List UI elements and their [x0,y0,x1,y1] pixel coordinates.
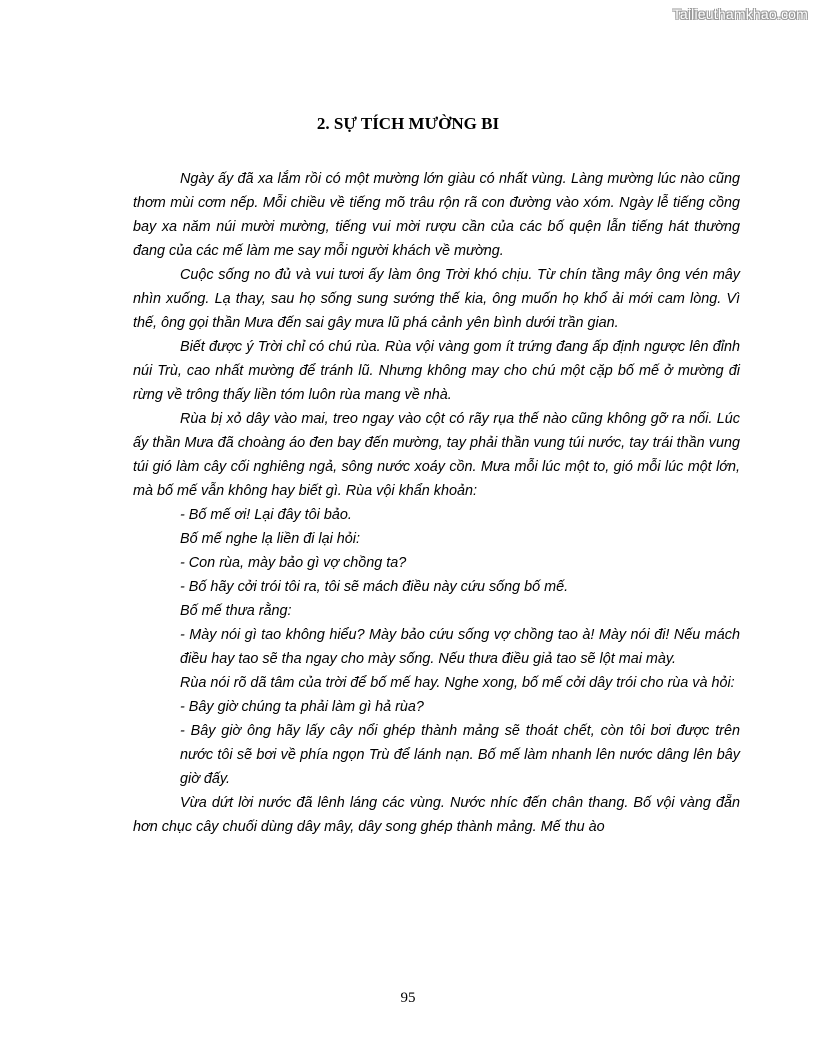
watermark-logo: Tailieuthamkhao.com [672,6,808,22]
paragraph: Cuộc sống no đủ và vui tươi ấy làm ông Trời khó chịu. Từ chín tầng mây ông vén mây nhìn xuống. Lạ thay, sau họ sống sung sướng thế kia, ông muốn họ khổ ải mới cam lòng. Vì thế, ông gọi thần Mưa đến sai gây mưa lũ phá cảnh yên bình dưới trần gian. [133,267,740,331]
paragraph: Rùa bị xỏ dây vào mai, treo ngay vào cột có rãy rụa thế nào cũng không gỡ ra nổi. Lúc ấy thần Mưa đã choàng áo đen bay đến mường, tay phải thần vung túi nước, tay trái thần vung túi gió làm cây cối nghiêng ngả, sông nước xoáy cồn. Mưa mỗi lúc một to, gió mỗi lúc một lớn, mà bố mế vẫn không hay biết gì. Rùa vội khẩn khoản: [133,411,740,499]
dialogue-line: Rùa nói rõ dã tâm của trời để bố mế hay. Nghe xong, bố mế cởi dây trói cho rùa và hỏi: [180,675,735,691]
dialogue-line: - Mày nói gì tao không hiểu? Mày bảo cứu sống vợ chồng tao à! Mày nói đi! Nếu mách điều hay tao sẽ tha ngay cho mày sống. Nếu thưa điều giả tao sẽ lột mai mày. [180,627,740,667]
page-title: 2. SỰ TÍCH MƯỜNG BI [316,114,500,133]
dialogue-line: - Bố hãy cởi trói tôi ra, tôi sẽ mách điều này cứu sống bố mế. [180,579,569,595]
dialogue-line: Bố mế nghe lạ liền đi lại hỏi: [180,531,360,547]
dialogue-line: - Con rùa, mày bảo gì vợ chồng ta? [180,555,407,571]
paragraph: Biết được ý Trời chỉ có chú rùa. Rùa vội vàng gom ít trứng đang ấp định ngược lên đỉnh núi Trù, cao nhất mường để tránh lũ. Nhưng không may cho chú một cặp bố mế ở mường đi rừng về trông thấy liền tóm luôn rùa mang về nhà. [133,339,740,403]
story-body [133,167,740,839]
dialogue-line: - Bố mế ơi! Lại đây tôi bảo. [180,507,352,523]
dialogue-line: - Bây giờ ông hãy lấy cây nổi ghép thành mảng sẽ thoát chết, còn tôi bơi được trên nước tôi sẽ bơi về phía ngọn Trù để lánh nạn. Bố mế làm nhanh lên nước dâng lên bây giờ đấy. [180,723,740,787]
paragraph: Vừa dứt lời nước đã lênh láng các vùng. Nước nhíc đến chân thang. Bố vội vàng đẵn hơn chục cây chuối dùng dây mây, dây song ghép thành mảng. Mế thu ào [133,795,740,835]
paragraph: Ngày ấy đã xa lắm rồi có một mường lớn giàu có nhất vùng. Làng mường lúc nào cũng thơm mùi cơm nếp. Mỗi chiều về tiếng mõ trâu rộn rã con đường vào xóm. Ngày lễ tiếng cồng bay xa năm núi mười mường, tiếng vui mời rượu cần của các bố quện lẫn tiếng hát thường đang của các mế làm me say mỗi người khách về mường. [133,171,740,259]
dialogue-line: - Bây giờ chúng ta phải làm gì hả rùa? [180,699,424,715]
dialogue-line: Bố mế thưa rằng: [180,603,292,619]
page-number: 95 [400,990,416,1006]
